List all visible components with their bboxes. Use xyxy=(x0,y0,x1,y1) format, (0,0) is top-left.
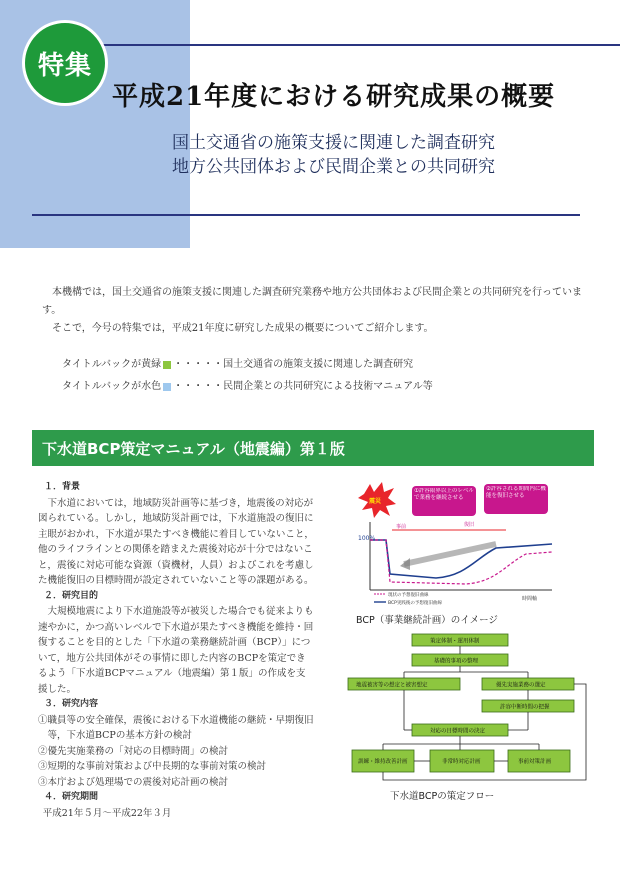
subtitle-1: 国土交通省の施策支援に関連した調査研究 xyxy=(172,133,495,153)
legend-blue-square-icon xyxy=(163,383,171,391)
header-bottom-rule xyxy=(32,214,580,216)
color-legend xyxy=(62,354,433,398)
list-item: ①職員等の安全確保，震後における下水道機能の継続・早期復旧等，下水道BCPの基本方針の検討 xyxy=(38,714,314,741)
legend-green-label: タイトルバックが黄緑 xyxy=(62,359,162,370)
list-item: ③本庁および処理場での震後対応計画の検討 xyxy=(38,776,229,788)
label-recover: 復旧 xyxy=(464,522,475,528)
bcp-image-figure xyxy=(356,478,556,608)
legend-current-text: 現状の予想復旧曲線 xyxy=(388,593,429,598)
bcp-flow-diagram xyxy=(346,632,594,802)
section-title: 下水道BCP策定マニュアル（地震編）第１版 xyxy=(42,440,345,458)
flow-text-4: 優先実施業務の選定 xyxy=(496,682,546,689)
flow-text-2: 基礎的事項の整理 xyxy=(434,658,479,665)
heading-purpose: ２．研究目的 xyxy=(44,590,99,601)
paragraph-background: 下水道においては，地域防災計画等に基づき，地震後の対応が図られている。しかし，地域防災計画では，下水道施設の復旧に主眼がおかれ，下水道が果たすべき機能に着目していないこと，他のライフラインとの関係を踏まえた震後対応が十分ではないこと，震後に対応可能な資源（資機材，人員）およびこれを考慮した機能復旧の目標時間が設定されていないこと等の課題がある。 xyxy=(38,497,314,586)
heading-background: １．背景 xyxy=(44,482,81,492)
legend-blue-desc: ・・・・・民間企業との共同研究による技術マニュアル等 xyxy=(173,381,433,392)
flow-text-7: 訓練・維持改善計画 xyxy=(358,759,408,765)
flow-text-6: 対応の目標時間の決定 xyxy=(430,728,486,735)
burst-label: 震災 xyxy=(369,498,382,505)
callout-left-text: ①許容限界以上のレベルで業務を継続させる xyxy=(414,488,474,501)
legend-green-square-icon xyxy=(163,361,171,369)
flow-text-9: 事前対策計画 xyxy=(518,759,552,765)
figure1-caption: BCP（事業継続計画）のイメージ xyxy=(356,615,498,626)
heading-content: ３．研究内容 xyxy=(44,699,99,709)
list-item: ②優先実施業務の「対応の目標時間」の検討 xyxy=(38,745,229,757)
heading-period: ４．研究期間 xyxy=(44,792,99,802)
label-start: 事前 xyxy=(396,524,407,530)
legend-green-desc: ・・・・・国土交通省の施策支援に関連した調査研究 xyxy=(173,359,414,370)
flow-text-5: 許容中断時間の把握 xyxy=(500,704,550,711)
callout-right-text: ②許容される期間内に機能を復旧させる xyxy=(486,486,546,499)
callout-right-text-wrap xyxy=(486,486,546,514)
flow-text-3: 地震被害等の想定と被害想定 xyxy=(356,682,428,689)
callout-left-text-wrap xyxy=(414,488,474,516)
intro-paragraph-1: 本機構では，国土交通省の施策支援に関連した調査研究業務や地方公共団体および民間企業との共同研究を行っています。 xyxy=(42,287,582,316)
section-title-bar xyxy=(32,430,594,466)
flow-text-1: 策定体制・運用体制 xyxy=(430,638,480,645)
flow-text-8: 非常時対応計画 xyxy=(442,759,481,765)
page-title: 平成21年度における研究成果の概要 xyxy=(112,82,556,112)
feature-badge: 特集 xyxy=(22,20,108,106)
subtitle-2: 地方公共団体および民間企業との共同研究 xyxy=(172,157,495,177)
list-item: ③短期的な事前対策および中長期的な事前対策の検討 xyxy=(38,761,267,772)
header-top-rule xyxy=(70,44,620,46)
research-period: 平成21年５月～平成22年３月 xyxy=(42,807,172,819)
fig1-x-label: 時間軸 xyxy=(522,596,538,602)
paragraph-purpose: 大規模地震により下水道施設等が被災した場合でも従来よりも速やかに，かつ高いレベルで下水道が果たすべき機能を維持・回復することを目的とした「下水道の業務継続計画（BCP）」について，地方公共団体がその事情に即した内容のBCPを策定できるよう「下水道BCPマニュアル（地震編）第１版」の作成を支援した。 xyxy=(38,606,314,695)
article-body xyxy=(38,480,314,821)
legend-blue-label: タイトルバックが水色 xyxy=(62,381,162,392)
legend-row-blue xyxy=(62,376,433,398)
legend-row-green xyxy=(62,354,433,376)
intro-paragraph-2: そこで，今号の特集では，平成21年度に研究した成果の概要についてご紹介します。 xyxy=(52,323,434,334)
legend-bcp-text: BCP実践後の予想復旧曲線 xyxy=(388,601,442,606)
flow-caption: 下水道BCPの策定フロー xyxy=(390,791,495,802)
label-100: 100% xyxy=(358,535,376,542)
intro-text xyxy=(42,284,594,338)
